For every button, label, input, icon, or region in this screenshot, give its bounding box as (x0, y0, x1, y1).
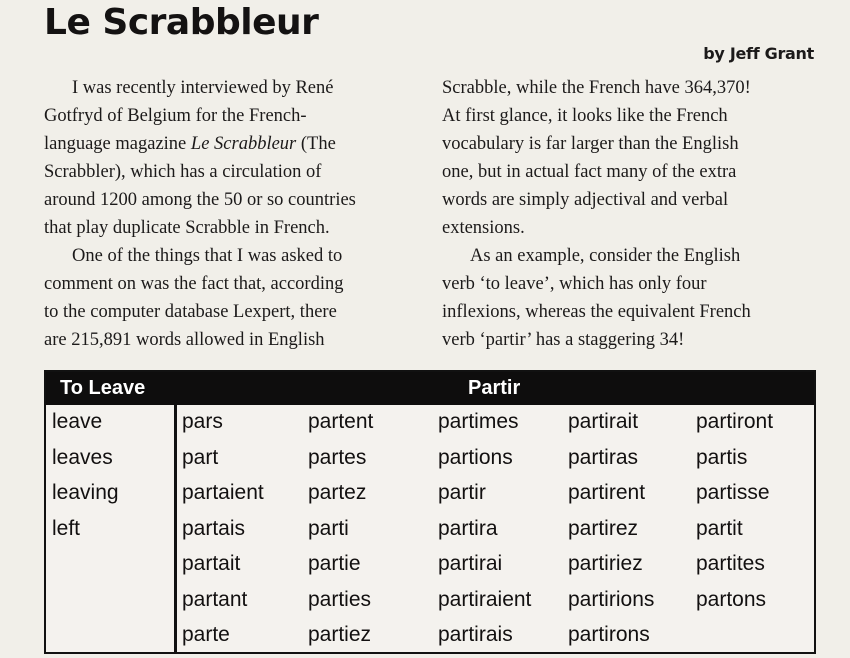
text-line: one, but in actual fact many of the extra (442, 162, 737, 182)
text-line: inflexions, whereas the equivalent French (442, 302, 751, 322)
partir-form: partaient (182, 481, 264, 504)
partir-form: partent (308, 410, 374, 433)
partir-form: partiras (568, 445, 639, 469)
partir-form: partisse (696, 481, 770, 504)
text-line: words are simply adjectival and verbal (442, 190, 729, 210)
partir-form: partie (308, 552, 361, 575)
partir-form: partit (696, 516, 743, 540)
conjugation-table (44, 370, 816, 654)
partir-form: partions (438, 445, 513, 469)
text-line: At first glance, it looks like the French (442, 106, 728, 126)
text-line: Scrabble, while the French have 364,370! (442, 78, 751, 98)
byline: by Jeff Grant (703, 44, 814, 63)
text-fragment: (The (296, 134, 336, 154)
text-line: verb ‘partir’ has a staggering 34! (442, 330, 685, 350)
text-line: I was recently interviewed by René (72, 78, 334, 98)
partir-form: partirai (438, 552, 503, 575)
text-line: Scrabbler), which has a circulation of (44, 162, 322, 182)
article-title: Le Scrabbleur (44, 2, 319, 43)
to-leave-form: leaving (52, 481, 119, 504)
text-line: extensions. (442, 218, 525, 238)
partir-form: partirions (568, 587, 655, 611)
text-line: As an example, consider the English (470, 246, 741, 266)
header-to-leave: To Leave (60, 377, 146, 399)
partir-form: partites (696, 552, 765, 575)
partir-form: partirez (568, 516, 639, 540)
text-line: to the computer database Lexpert, there (44, 302, 337, 322)
partir-form: parti (308, 516, 349, 540)
partir-form: partiez (308, 623, 372, 646)
paragraph-2 (44, 242, 404, 354)
text-line: Gotfryd of Belgium for the French- (44, 106, 307, 126)
partir-form: partiriez (568, 552, 643, 575)
text-line: are 215,891 words allowed in English (44, 330, 325, 350)
partir-form: partimes (438, 410, 519, 433)
partir-form: partir (438, 481, 486, 504)
text-column-left (44, 74, 404, 354)
text-line: vocabulary is far larger than the English (442, 134, 739, 154)
paragraph-4 (442, 242, 802, 354)
partir-form: partirent (568, 481, 646, 504)
partir-form: partez (308, 481, 367, 504)
to-leave-form: leaves (52, 445, 113, 469)
paragraph-3 (442, 74, 802, 242)
text-line: One of the things that I was asked to (72, 246, 343, 266)
to-leave-form: leave (52, 410, 103, 433)
partir-form: partis (696, 445, 748, 469)
text-column-right (442, 74, 802, 354)
text-line: verb ‘to leave’, which has only four (442, 274, 707, 294)
partir-form: partiraient (438, 587, 532, 611)
to-leave-form: left (52, 516, 81, 540)
partir-form: partait (182, 552, 241, 575)
partir-form: pars (182, 410, 223, 433)
partir-form: part (182, 445, 219, 469)
partir-form: partiront (696, 410, 774, 433)
header-partir: Partir (468, 377, 521, 399)
paragraph-1 (44, 74, 404, 242)
partir-form: partirons (568, 623, 650, 646)
partir-form: partons (696, 587, 767, 611)
text-line: around 1200 among the 50 or so countries (44, 190, 356, 210)
text-fragment: language magazine (44, 134, 191, 154)
column-divider (174, 405, 177, 652)
magazine-name: Le Scrabbleur (190, 134, 297, 154)
partir-form: parties (308, 587, 372, 611)
partir-form: partant (182, 587, 248, 611)
partir-form: partais (182, 516, 246, 540)
partir-form: partes (308, 445, 367, 469)
partir-form: partirais (438, 623, 513, 646)
partir-form: partira (438, 516, 498, 540)
text-line (44, 130, 404, 158)
text-line: that play duplicate Scrabble in French. (44, 218, 330, 238)
partir-form: parte (182, 623, 230, 646)
text-line: comment on was the fact that, according (44, 274, 344, 294)
table-header (46, 372, 814, 405)
partir-form: partirait (568, 410, 639, 433)
